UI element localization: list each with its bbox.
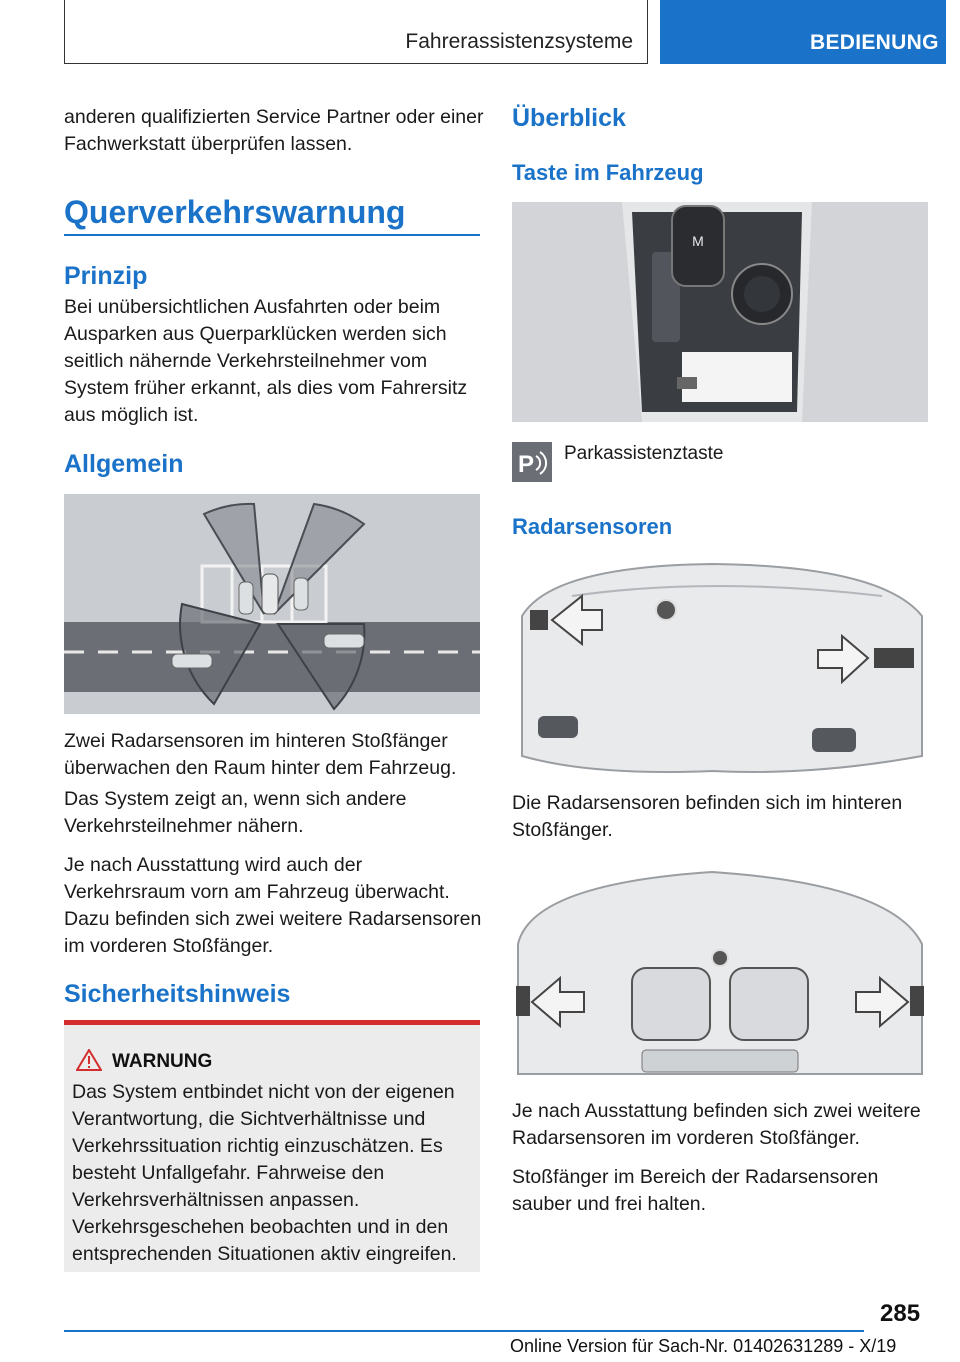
footer-rule xyxy=(64,1330,864,1332)
warning-triangle-icon xyxy=(76,1049,102,1071)
allgemein-heading: Allgemein xyxy=(64,450,184,478)
intro-paragraph: anderen qualifizierten Service Partner oder einer Fachwerkstatt überprüfen lassen. xyxy=(64,106,484,155)
radar-paragraph-1: Die Radarsensoren befinden sich im hinteren Stoßfänger. xyxy=(512,792,903,841)
svg-text:P: P xyxy=(518,451,535,478)
front-bumper-illustration xyxy=(512,864,928,1084)
prinzip-heading: Prinzip xyxy=(64,262,148,290)
header-section-title: Fahrerassistenzsysteme xyxy=(405,30,633,53)
header-chapter-title: BEDIENUNG xyxy=(810,31,939,54)
park-assist-label: Parkassistenztaste xyxy=(564,443,724,464)
prinzip-paragraph: Bei unübersichtlichen Ausfahrten oder beim Ausparken aus Querparklücken werden sich seitlich nähernde Verkehrsteilnehmer vom System früher erkannt, als dies vom Fahrersitz aus möglich ist. xyxy=(64,296,468,426)
cross-traffic-diagram xyxy=(64,494,480,714)
warning-box xyxy=(64,1020,480,1272)
radar-paragraph-2: Je nach Ausstattung befinden sich zwei weitere Radarsensoren im vorderen Stoßfänger. xyxy=(512,1100,921,1149)
radar-paragraph-3: Stoßfänger im Bereich der Radarsensoren sauber und frei halten. xyxy=(512,1166,879,1215)
rear-bumper-illustration xyxy=(512,556,928,776)
header-chapter-tab xyxy=(660,0,946,64)
ueberblick-heading: Überblick xyxy=(512,104,626,132)
page-number: 285 xyxy=(880,1300,921,1327)
warning-text: Das System entbindet nicht von der eigenen Verantwortung, die Sichtverhältnisse und Verkehrssituation richtig einzuschätzen. Es besteht Unfallgefahr. Fahrweise den Verkehrsverhältnissen anpassen. Verkehrsgeschehen beobachten und in den entsprechenden Situationen aktiv eingreifen. xyxy=(72,1081,457,1265)
radar-heading: Radarsensoren xyxy=(512,514,673,539)
header-section-tab xyxy=(64,0,648,64)
taste-heading: Taste im Fahrzeug xyxy=(512,160,704,185)
sicherheit-heading: Sicherheitshinweis xyxy=(64,980,291,1008)
allgemein-paragraph-3: Je nach Ausstattung wird auch der Verkehrsraum vorn am Fahrzeug überwacht. Dazu befinden sich zwei weitere Radarsensoren im vorderen Stoßfänger. xyxy=(64,854,482,957)
title-rule xyxy=(64,234,480,236)
park-assist-icon xyxy=(512,442,552,482)
page-title: Querverkehrswarnung xyxy=(64,194,406,230)
console-photo xyxy=(512,202,928,422)
allgemein-paragraph-2: Das System zeigt an, wenn sich andere Verkehrsteilnehmer nähern. xyxy=(64,788,407,837)
online-version-note: Online Version für Sach-Nr. 01402631289 - X/19 xyxy=(510,1336,897,1356)
svg-text:M: M xyxy=(692,233,704,249)
allgemein-paragraph-1: Zwei Radarsensoren im hinteren Stoßfänger überwachen den Raum hinter dem Fahrzeug. xyxy=(64,730,457,779)
warning-label: WARNUNG xyxy=(112,1051,213,1072)
